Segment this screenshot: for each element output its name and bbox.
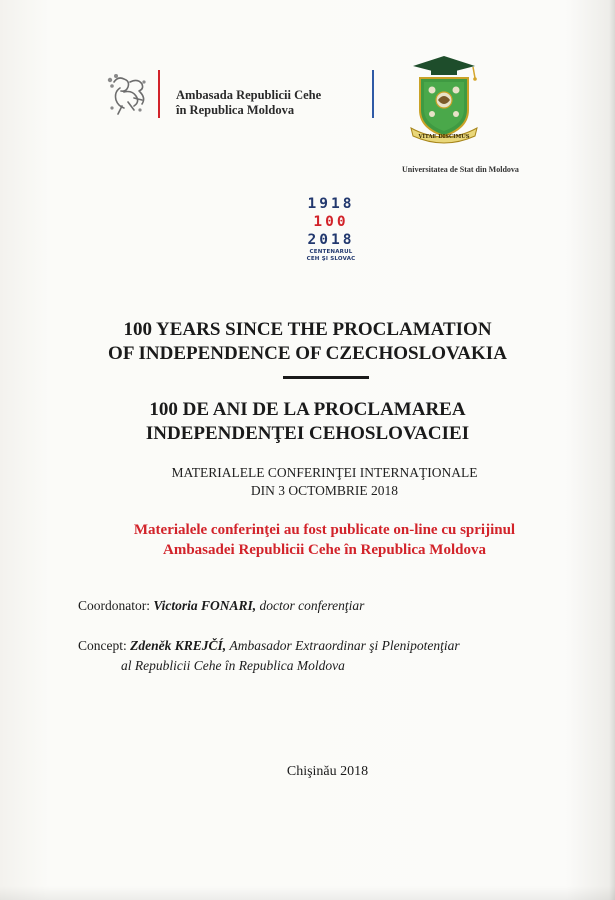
publication-note-line-2: Ambasadei Republicii Cehe în Republica Moldova (163, 542, 486, 558)
concept-name: Zdeněk KREJČÍ, (130, 638, 227, 653)
embassy-divider (158, 70, 160, 118)
czech-lion-icon (100, 68, 152, 120)
centenary-caption-1: CENTENARUL (309, 249, 353, 255)
centenary-hundred: 100 (313, 214, 349, 230)
title-romanian-line-1: 100 DE ANI DE LA PROCLAMAREA (149, 399, 466, 420)
centenary-year-start: 1918 (307, 196, 355, 212)
title-romanian-line-2: INDEPENDENŢEI CEHOSLOVACIEI (145, 423, 470, 444)
publication-note-line-1: Materialele conferinţei au fost publicate on-line cu sprijinul (133, 522, 516, 538)
coordinator-role: doctor conferenţiar (259, 598, 365, 613)
centenary-logo (295, 195, 367, 263)
title-english-line-2: OF INDEPENDENCE OF CZECHOSLOVAKIA (108, 343, 507, 364)
concept-block (78, 636, 460, 676)
embassy-name (176, 88, 321, 118)
concept-label: Concept: (78, 638, 127, 653)
coordinator-name: Victoria FONARI, (153, 598, 257, 613)
title-english (0, 318, 615, 366)
coordinator-label: Coordonator: (78, 598, 150, 613)
concept-role-line-2: al Republicii Cehe în Republica Moldova (121, 658, 345, 673)
conference-subtitle (0, 464, 615, 500)
university-divider (372, 70, 374, 118)
city-year: Chişinău 2018 (286, 764, 369, 779)
centenary-caption-2: CEH ŞI SLOVAC (306, 256, 356, 262)
page-bottom-edge (0, 886, 615, 900)
coordinator-line (78, 598, 364, 614)
publication-note (0, 520, 615, 560)
conference-subtitle-line-2: DIN 3 OCTOMBRIE 2018 (250, 483, 399, 498)
centenary-year-end: 2018 (307, 232, 355, 248)
university-name: Universitatea de Stat din Moldova (402, 165, 519, 174)
title-english-line-1: 100 YEARS SINCE THE PROCLAMATION (123, 319, 492, 340)
crest-motto: VITAE DISCIMUS (418, 134, 470, 140)
title-romanian (0, 398, 615, 446)
title-divider (283, 376, 369, 379)
university-crest-icon (405, 54, 483, 146)
embassy-line-2: în Republica Moldova (176, 103, 295, 117)
concept-role-line-1: Ambasador Extraordinar şi Plenipotenţiar (229, 638, 460, 653)
embassy-line-1: Ambasada Republicii Cehe (176, 88, 322, 102)
conference-subtitle-line-1: MATERIALELE CONFERINŢEI INTERNAŢIONALE (171, 465, 478, 480)
